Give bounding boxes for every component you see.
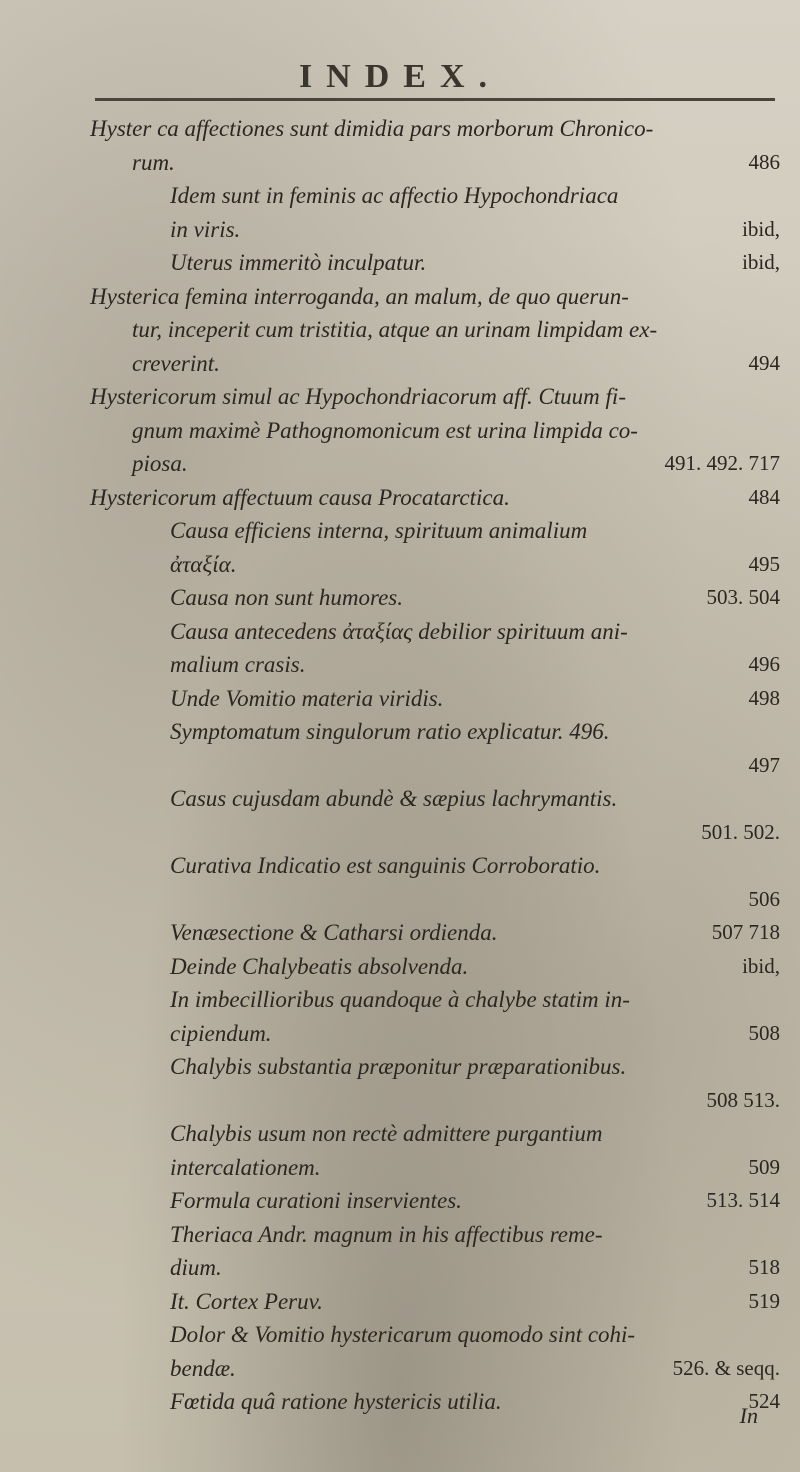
index-entry xyxy=(90,1251,780,1285)
index-entry xyxy=(90,1017,780,1051)
index-entry xyxy=(90,950,780,984)
entry-page-ref: ibid, xyxy=(742,250,780,274)
index-entry xyxy=(90,313,780,347)
entry-page-ref: 518 xyxy=(748,1255,780,1279)
index-entry xyxy=(90,1352,780,1386)
entry-text: Theriaca Andr. magnum in his affectibus reme- xyxy=(170,1221,603,1247)
entry-text: Uterus immeritò inculpatur. xyxy=(170,250,427,275)
entry-text: Chalybis substantia præponitur præparationibus. xyxy=(170,1054,627,1079)
entry-text: ἀταξία. xyxy=(170,551,237,577)
index-entry xyxy=(90,246,780,280)
index-entry xyxy=(90,816,780,850)
entry-text: Causa antecedens ἀταξίας debilior spirituum ani- xyxy=(170,618,628,644)
index-entry xyxy=(90,1318,780,1352)
index-entry xyxy=(90,213,780,247)
entry-page-ref: 494 xyxy=(748,350,780,375)
entry-page-ref: 509 xyxy=(748,1154,780,1179)
index-entry xyxy=(90,682,780,716)
index-entry xyxy=(90,782,780,816)
index-entry xyxy=(90,1151,780,1185)
entry-text: Hystericorum affectuum causa Procatarctica. xyxy=(90,484,510,510)
entry-page-ref: 507 718 xyxy=(711,920,780,944)
entry-text: Causa non sunt humores. xyxy=(170,585,403,610)
entry-text: Curativa Indicatio est sanguinis Corroboratio. xyxy=(170,853,601,878)
page-header: INDEX. xyxy=(298,58,502,95)
index-entry xyxy=(90,280,780,314)
entry-page-ref: ibid, xyxy=(742,953,780,978)
entry-text: rum. xyxy=(132,149,175,175)
entry-page-ref: 508 513. xyxy=(706,1087,780,1112)
entry-page-ref: 497 xyxy=(748,752,780,777)
entry-text: Venæsectione & Catharsi ordienda. xyxy=(170,920,498,945)
index-entry xyxy=(90,648,780,682)
entry-text: piosa. xyxy=(132,451,188,476)
entry-text: Fœtida quâ ratione hystericis utilia. xyxy=(170,1389,502,1414)
index-entry xyxy=(90,481,780,515)
index-entry xyxy=(90,1117,780,1151)
index-entry xyxy=(90,347,780,381)
index-entry xyxy=(90,1385,780,1419)
entry-page-ref: 486 xyxy=(748,149,780,174)
entry-text: bendæ. xyxy=(170,1355,236,1381)
entry-text: Deinde Chalybeatis absolvenda. xyxy=(170,953,469,979)
entry-page-ref: 498 xyxy=(748,685,780,710)
entry-text: Formula curationi inservientes. xyxy=(170,1188,462,1213)
entry-page-ref: 506 xyxy=(748,886,780,911)
entry-page-ref: 496 xyxy=(748,652,780,676)
index-entry xyxy=(90,1084,780,1118)
index-entry xyxy=(90,883,780,917)
entry-text: cipiendum. xyxy=(170,1020,272,1046)
entry-page-ref: 513. 514 xyxy=(706,1188,780,1212)
entry-text: dium. xyxy=(170,1255,222,1280)
entry-page-ref: 524 xyxy=(748,1389,780,1413)
entry-text: tur, inceperit cum tristitia, atque an urinam limpidam ex- xyxy=(132,317,658,342)
index-entry xyxy=(90,1184,780,1218)
entry-text: in viris. xyxy=(170,216,241,242)
index-entry xyxy=(90,1050,780,1084)
index-entry xyxy=(90,179,780,213)
index-entry xyxy=(90,983,780,1017)
index-entry xyxy=(90,414,780,448)
entry-text: Casus cujusdam abundè & sæpius lachrymantis. xyxy=(170,786,618,811)
entry-text: Idem sunt in feminis ac affectio Hypochondriaca xyxy=(170,183,619,208)
entry-page-ref: 508 xyxy=(748,1020,780,1045)
entry-page-ref: 491. 492. 717 xyxy=(664,451,780,475)
entry-text: intercalationem. xyxy=(170,1154,321,1180)
index-entry xyxy=(90,548,780,582)
index-entry xyxy=(90,380,780,414)
index-entry xyxy=(90,581,780,615)
catchword: In xyxy=(739,1403,758,1428)
index-entry xyxy=(90,916,780,950)
index-entry xyxy=(90,514,780,548)
entry-text: Dolor & Vomitio hystericarum quomodo sint cohi- xyxy=(170,1322,636,1347)
entry-page-ref: ibid, xyxy=(742,216,780,241)
index-entry xyxy=(90,849,780,883)
index-entry xyxy=(90,1218,780,1252)
entry-text: Chalybis usum non rectè admittere purgantium xyxy=(170,1121,603,1146)
entry-text: Hystericorum simul ac Hypochondriacorum aff. Ctuum fi- xyxy=(90,384,626,409)
entry-text: It. Cortex Peruv. xyxy=(170,1288,323,1314)
index-entry xyxy=(90,715,780,749)
entry-text: Unde Vomitio materia viridis. xyxy=(170,685,444,711)
entry-text: Hysterica femina interroganda, an malum, de quo querun- xyxy=(90,283,629,309)
entry-text: malium crasis. xyxy=(170,652,306,677)
entry-text: Causa efficiens interna, spirituum animalium xyxy=(170,518,588,543)
entry-text: Hyster ca affectiones sunt dimidia pars morborum Chronico- xyxy=(90,116,654,141)
index-entry xyxy=(90,615,780,649)
index-entry xyxy=(90,112,780,146)
index-entries xyxy=(90,112,780,1419)
entry-page-ref: 501. 502. xyxy=(701,819,780,844)
header-rule xyxy=(95,98,775,101)
entry-page-ref: 495 xyxy=(748,551,780,576)
entry-text: gnum maximè Pathognomonicum est urina limpida co- xyxy=(132,417,638,443)
entry-text: In imbecillioribus quandoque à chalybe statim in- xyxy=(170,987,630,1012)
index-entry xyxy=(90,1285,780,1319)
entry-page-ref: 526. & seqq. xyxy=(672,1355,780,1380)
entry-page-ref: 519 xyxy=(748,1288,780,1313)
entry-text: creverint. xyxy=(132,350,220,376)
index-entry xyxy=(90,146,780,180)
index-entry xyxy=(90,749,780,783)
index-entry xyxy=(90,447,780,481)
entry-text: Symptomatum singulorum ratio explicatur. 496. xyxy=(170,719,610,744)
entry-page-ref: 484 xyxy=(748,484,780,509)
entry-page-ref: 503. 504 xyxy=(706,585,780,609)
